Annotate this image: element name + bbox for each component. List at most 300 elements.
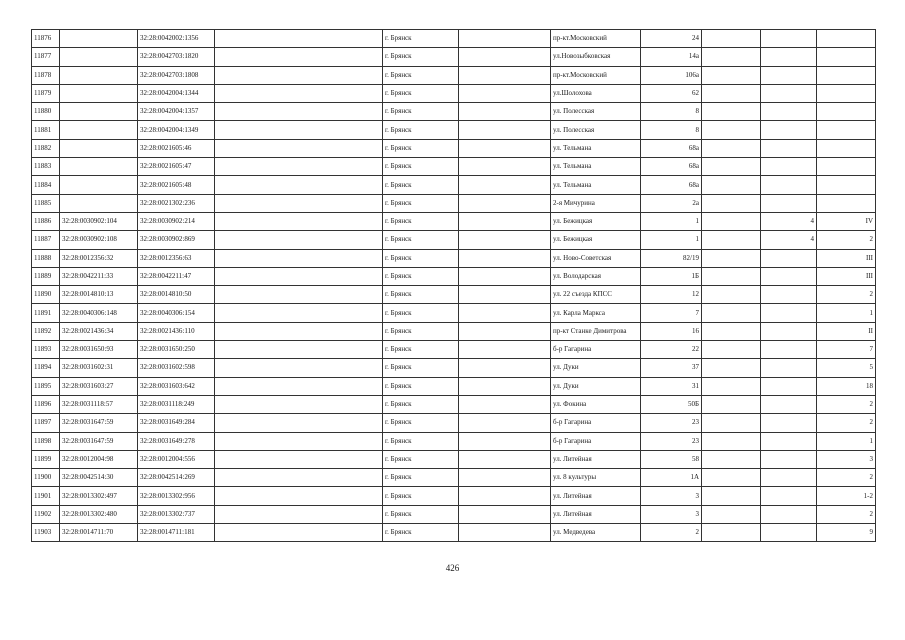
table-row (32, 469, 876, 487)
table-row (32, 194, 876, 212)
empty-cell (702, 395, 761, 413)
city-cell: г. Брянск (383, 377, 459, 395)
object-cadastral-number-cell: 32:28:0012004:556 (138, 450, 215, 468)
street-cell: ул. Карла Маркса (551, 304, 641, 322)
land-cadastral-number-cell: 32:28:0042514:30 (60, 469, 138, 487)
floor-cell: 2 (817, 286, 876, 304)
street-cell: ул.Шолохова (551, 84, 641, 102)
city-cell: г. Брянск (383, 194, 459, 212)
floor-cell: 5 (817, 359, 876, 377)
floor-count-cell (761, 66, 817, 84)
house-number-cell: 1 (641, 212, 702, 230)
record-id-cell: 11878 (32, 66, 60, 84)
street-cell: ул. Дуки (551, 377, 641, 395)
empty-cell (702, 231, 761, 249)
floor-cell: III (817, 249, 876, 267)
house-number-cell: 37 (641, 359, 702, 377)
city-cell: г. Брянск (383, 341, 459, 359)
empty-cell (702, 267, 761, 285)
object-cadastral-number-cell: 32:28:0042211:47 (138, 267, 215, 285)
land-cadastral-number-cell: 32:28:0031602:31 (60, 359, 138, 377)
object-cadastral-number-cell: 32:28:0014810:50 (138, 286, 215, 304)
empty-cell (215, 414, 383, 432)
floor-count-cell: 4 (761, 231, 817, 249)
empty-cell (459, 432, 551, 450)
city-cell: г. Брянск (383, 524, 459, 542)
object-cadastral-number-cell: 32:28:0021605:46 (138, 139, 215, 157)
table-row (32, 377, 876, 395)
table-row (32, 158, 876, 176)
street-cell: ул. Бежицкая (551, 212, 641, 230)
city-cell: г. Брянск (383, 231, 459, 249)
house-number-cell: 31 (641, 377, 702, 395)
land-cadastral-number-cell (60, 176, 138, 194)
object-cadastral-number-cell: 32:28:0031602:598 (138, 359, 215, 377)
street-cell: 2-я Мичурина (551, 194, 641, 212)
object-cadastral-number-cell: 32:28:0042004:1357 (138, 103, 215, 121)
empty-cell (702, 30, 761, 48)
land-cadastral-number-cell (60, 121, 138, 139)
empty-cell (459, 139, 551, 157)
street-cell: ул. Литейная (551, 487, 641, 505)
street-cell: ул. Полесская (551, 103, 641, 121)
object-cadastral-number-cell: 32:28:0042004:1349 (138, 121, 215, 139)
floor-count-cell (761, 121, 817, 139)
empty-cell (459, 286, 551, 304)
floor-cell: 1-2 (817, 487, 876, 505)
floor-count-cell (761, 377, 817, 395)
object-cadastral-number-cell: 32:28:0042514:269 (138, 469, 215, 487)
empty-cell (215, 395, 383, 413)
empty-cell (702, 377, 761, 395)
land-cadastral-number-cell: 32:28:0030902:108 (60, 231, 138, 249)
empty-cell (459, 322, 551, 340)
table-row (32, 487, 876, 505)
house-number-cell: 2 (641, 524, 702, 542)
empty-cell (459, 469, 551, 487)
floor-cell (817, 84, 876, 102)
empty-cell (459, 212, 551, 230)
floor-count-cell (761, 249, 817, 267)
floor-count-cell (761, 48, 817, 66)
empty-cell (702, 103, 761, 121)
empty-cell (702, 304, 761, 322)
street-cell: ул. Фокина (551, 395, 641, 413)
record-id-cell: 11880 (32, 103, 60, 121)
empty-cell (459, 48, 551, 66)
object-cadastral-number-cell: 32:28:0021605:48 (138, 176, 215, 194)
record-id-cell: 11893 (32, 341, 60, 359)
empty-cell (215, 121, 383, 139)
house-number-cell: 1Б (641, 267, 702, 285)
floor-cell: 2 (817, 395, 876, 413)
record-id-cell: 11896 (32, 395, 60, 413)
floor-cell: 9 (817, 524, 876, 542)
empty-cell (459, 524, 551, 542)
floor-count-cell: 4 (761, 212, 817, 230)
empty-cell (702, 469, 761, 487)
house-number-cell: 68а (641, 139, 702, 157)
empty-cell (459, 103, 551, 121)
house-number-cell: 8 (641, 121, 702, 139)
record-id-cell: 11890 (32, 286, 60, 304)
floor-cell: 3 (817, 450, 876, 468)
street-cell: ул. Литейная (551, 505, 641, 523)
land-cadastral-number-cell (60, 30, 138, 48)
house-number-cell: 23 (641, 414, 702, 432)
empty-cell (702, 286, 761, 304)
record-id-cell: 11889 (32, 267, 60, 285)
empty-cell (459, 249, 551, 267)
land-cadastral-number-cell: 32:28:0031647:59 (60, 432, 138, 450)
empty-cell (215, 322, 383, 340)
empty-cell (215, 341, 383, 359)
house-number-cell: 68а (641, 158, 702, 176)
land-cadastral-number-cell (60, 103, 138, 121)
land-cadastral-number-cell: 32:28:0014810:13 (60, 286, 138, 304)
floor-count-cell (761, 469, 817, 487)
floor-cell (817, 30, 876, 48)
land-cadastral-number-cell: 32:28:0030902:104 (60, 212, 138, 230)
street-cell: ул. Ново-Советская (551, 249, 641, 267)
house-number-cell: 82/19 (641, 249, 702, 267)
city-cell: г. Брянск (383, 286, 459, 304)
table-row (32, 395, 876, 413)
house-number-cell: 1 (641, 231, 702, 249)
empty-cell (215, 103, 383, 121)
floor-count-cell (761, 322, 817, 340)
land-cadastral-number-cell: 32:28:0013302:480 (60, 505, 138, 523)
empty-cell (702, 359, 761, 377)
house-number-cell: 62 (641, 84, 702, 102)
city-cell: г. Брянск (383, 66, 459, 84)
land-cadastral-number-cell: 32:28:0031650:93 (60, 341, 138, 359)
empty-cell (702, 487, 761, 505)
land-cadastral-number-cell: 32:28:0013302:497 (60, 487, 138, 505)
object-cadastral-number-cell: 32:28:0030902:869 (138, 231, 215, 249)
street-cell: ул. Тельмана (551, 176, 641, 194)
object-cadastral-number-cell: 32:28:0042004:1344 (138, 84, 215, 102)
city-cell: г. Брянск (383, 121, 459, 139)
land-cadastral-number-cell (60, 66, 138, 84)
city-cell: г. Брянск (383, 158, 459, 176)
house-number-cell: 50Б (641, 395, 702, 413)
empty-cell (215, 505, 383, 523)
land-cadastral-number-cell: 32:28:0031603:27 (60, 377, 138, 395)
city-cell: г. Брянск (383, 414, 459, 432)
empty-cell (215, 469, 383, 487)
empty-cell (702, 341, 761, 359)
empty-cell (215, 139, 383, 157)
house-number-cell: 23 (641, 432, 702, 450)
house-number-cell: 1А (641, 469, 702, 487)
empty-cell (459, 359, 551, 377)
empty-cell (702, 432, 761, 450)
empty-cell (702, 505, 761, 523)
floor-count-cell (761, 267, 817, 285)
floor-cell (817, 139, 876, 157)
floor-cell (817, 103, 876, 121)
floor-cell: III (817, 267, 876, 285)
empty-cell (215, 432, 383, 450)
empty-cell (702, 139, 761, 157)
street-cell: ул. Тельмана (551, 158, 641, 176)
object-cadastral-number-cell: 32:28:0021605:47 (138, 158, 215, 176)
empty-cell (215, 249, 383, 267)
table-row (32, 121, 876, 139)
land-cadastral-number-cell: 32:28:0040306:148 (60, 304, 138, 322)
record-id-cell: 11901 (32, 487, 60, 505)
floor-cell: 2 (817, 505, 876, 523)
street-cell: ул. Бежицкая (551, 231, 641, 249)
empty-cell (702, 322, 761, 340)
street-cell: б-р Гагарина (551, 414, 641, 432)
house-number-cell: 22 (641, 341, 702, 359)
land-cadastral-number-cell (60, 139, 138, 157)
object-cadastral-number-cell: 32:28:0031649:278 (138, 432, 215, 450)
empty-cell (702, 158, 761, 176)
empty-cell (459, 304, 551, 322)
record-id-cell: 11882 (32, 139, 60, 157)
registry-table-body (32, 30, 876, 542)
record-id-cell: 11892 (32, 322, 60, 340)
table-row (32, 30, 876, 48)
table-row (32, 66, 876, 84)
floor-count-cell (761, 286, 817, 304)
empty-cell (215, 176, 383, 194)
empty-cell (459, 176, 551, 194)
object-cadastral-number-cell: 32:28:0042002:1356 (138, 30, 215, 48)
land-cadastral-number-cell: 32:28:0031647:59 (60, 414, 138, 432)
floor-cell: 1 (817, 304, 876, 322)
land-cadastral-number-cell: 32:28:0021436:34 (60, 322, 138, 340)
empty-cell (459, 377, 551, 395)
street-cell: ул. 8 культуры (551, 469, 641, 487)
floor-count-cell (761, 432, 817, 450)
house-number-cell: 3 (641, 505, 702, 523)
floor-count-cell (761, 359, 817, 377)
record-id-cell: 11891 (32, 304, 60, 322)
table-row (32, 341, 876, 359)
house-number-cell: 14а (641, 48, 702, 66)
house-number-cell: 2а (641, 194, 702, 212)
record-id-cell: 11885 (32, 194, 60, 212)
street-cell: ул. 22 съезда КПСС (551, 286, 641, 304)
house-number-cell: 16 (641, 322, 702, 340)
object-cadastral-number-cell: 32:28:0014711:181 (138, 524, 215, 542)
empty-cell (702, 212, 761, 230)
street-cell: ул. Дуки (551, 359, 641, 377)
empty-cell (459, 84, 551, 102)
empty-cell (459, 450, 551, 468)
record-id-cell: 11877 (32, 48, 60, 66)
empty-cell (702, 194, 761, 212)
street-cell: пр-кт.Московский (551, 66, 641, 84)
record-id-cell: 11876 (32, 30, 60, 48)
record-id-cell: 11884 (32, 176, 60, 194)
city-cell: г. Брянск (383, 395, 459, 413)
empty-cell (459, 30, 551, 48)
record-id-cell: 11898 (32, 432, 60, 450)
empty-cell (459, 414, 551, 432)
house-number-cell: 106а (641, 66, 702, 84)
table-row (32, 450, 876, 468)
object-cadastral-number-cell: 32:28:0021302:236 (138, 194, 215, 212)
floor-count-cell (761, 304, 817, 322)
city-cell: г. Брянск (383, 505, 459, 523)
object-cadastral-number-cell: 32:28:0031118:249 (138, 395, 215, 413)
land-cadastral-number-cell (60, 194, 138, 212)
empty-cell (702, 66, 761, 84)
city-cell: г. Брянск (383, 30, 459, 48)
city-cell: г. Брянск (383, 84, 459, 102)
street-cell: пр-кт.Московский (551, 30, 641, 48)
city-cell: г. Брянск (383, 432, 459, 450)
table-row (32, 414, 876, 432)
table-row (32, 212, 876, 230)
empty-cell (459, 194, 551, 212)
object-cadastral-number-cell: 32:28:0013302:956 (138, 487, 215, 505)
empty-cell (215, 286, 383, 304)
object-cadastral-number-cell: 32:28:0012356:63 (138, 249, 215, 267)
city-cell: г. Брянск (383, 249, 459, 267)
floor-cell (817, 176, 876, 194)
floor-cell: II (817, 322, 876, 340)
floor-count-cell (761, 139, 817, 157)
floor-count-cell (761, 84, 817, 102)
floor-count-cell (761, 487, 817, 505)
house-number-cell: 12 (641, 286, 702, 304)
land-cadastral-number-cell (60, 48, 138, 66)
empty-cell (215, 377, 383, 395)
record-id-cell: 11902 (32, 505, 60, 523)
record-id-cell: 11888 (32, 249, 60, 267)
empty-cell (459, 267, 551, 285)
floor-count-cell (761, 158, 817, 176)
land-cadastral-number-cell: 32:28:0014711:70 (60, 524, 138, 542)
table-row (32, 103, 876, 121)
empty-cell (459, 121, 551, 139)
empty-cell (459, 487, 551, 505)
empty-cell (215, 66, 383, 84)
empty-cell (459, 505, 551, 523)
table-row (32, 359, 876, 377)
empty-cell (702, 450, 761, 468)
floor-count-cell (761, 341, 817, 359)
street-cell: пр-кт Станке Димитрова (551, 322, 641, 340)
house-number-cell: 58 (641, 450, 702, 468)
record-id-cell: 11895 (32, 377, 60, 395)
floor-cell (817, 66, 876, 84)
empty-cell (702, 524, 761, 542)
empty-cell (702, 414, 761, 432)
empty-cell (459, 395, 551, 413)
house-number-cell: 68а (641, 176, 702, 194)
empty-cell (215, 487, 383, 505)
empty-cell (215, 359, 383, 377)
empty-cell (459, 231, 551, 249)
floor-count-cell (761, 103, 817, 121)
floor-count-cell (761, 524, 817, 542)
table-row (32, 505, 876, 523)
record-id-cell: 11897 (32, 414, 60, 432)
floor-cell: 18 (817, 377, 876, 395)
city-cell: г. Брянск (383, 469, 459, 487)
floor-cell (817, 48, 876, 66)
empty-cell (215, 194, 383, 212)
city-cell: г. Брянск (383, 322, 459, 340)
empty-cell (702, 84, 761, 102)
floor-cell: IV (817, 212, 876, 230)
house-number-cell: 8 (641, 103, 702, 121)
street-cell: ул. Медведева (551, 524, 641, 542)
floor-cell (817, 158, 876, 176)
table-row (32, 231, 876, 249)
street-cell: б-р Гагарина (551, 432, 641, 450)
record-id-cell: 11881 (32, 121, 60, 139)
record-id-cell: 11894 (32, 359, 60, 377)
house-number-cell: 7 (641, 304, 702, 322)
object-cadastral-number-cell: 32:28:0030902:214 (138, 212, 215, 230)
street-cell: б-р Гагарина (551, 341, 641, 359)
registry-table (31, 29, 876, 542)
floor-count-cell (761, 414, 817, 432)
empty-cell (215, 84, 383, 102)
object-cadastral-number-cell: 32:28:0031650:250 (138, 341, 215, 359)
floor-count-cell (761, 505, 817, 523)
floor-count-cell (761, 194, 817, 212)
street-cell: ул. Полесская (551, 121, 641, 139)
house-number-cell: 3 (641, 487, 702, 505)
city-cell: г. Брянск (383, 103, 459, 121)
empty-cell (215, 212, 383, 230)
object-cadastral-number-cell: 32:28:0042703:1820 (138, 48, 215, 66)
floor-cell: 2 (817, 231, 876, 249)
empty-cell (215, 304, 383, 322)
land-cadastral-number-cell: 32:28:0042211:33 (60, 267, 138, 285)
page-number: 426 (445, 563, 460, 573)
street-cell: ул. Тельмана (551, 139, 641, 157)
table-row (32, 304, 876, 322)
land-cadastral-number-cell (60, 84, 138, 102)
city-cell: г. Брянск (383, 176, 459, 194)
record-id-cell: 11883 (32, 158, 60, 176)
floor-count-cell (761, 176, 817, 194)
record-id-cell: 11886 (32, 212, 60, 230)
city-cell: г. Брянск (383, 267, 459, 285)
city-cell: г. Брянск (383, 48, 459, 66)
floor-cell: 1 (817, 432, 876, 450)
empty-cell (459, 66, 551, 84)
city-cell: г. Брянск (383, 450, 459, 468)
record-id-cell: 11900 (32, 469, 60, 487)
city-cell: г. Брянск (383, 487, 459, 505)
table-row (32, 176, 876, 194)
land-cadastral-number-cell (60, 158, 138, 176)
empty-cell (702, 176, 761, 194)
empty-cell (702, 48, 761, 66)
empty-cell (702, 121, 761, 139)
street-cell: ул. Володарская (551, 267, 641, 285)
empty-cell (459, 341, 551, 359)
floor-cell (817, 194, 876, 212)
object-cadastral-number-cell: 32:28:0042703:1808 (138, 66, 215, 84)
table-row (32, 322, 876, 340)
record-id-cell: 11879 (32, 84, 60, 102)
floor-count-cell (761, 395, 817, 413)
object-cadastral-number-cell: 32:28:0040306:154 (138, 304, 215, 322)
city-cell: г. Брянск (383, 212, 459, 230)
